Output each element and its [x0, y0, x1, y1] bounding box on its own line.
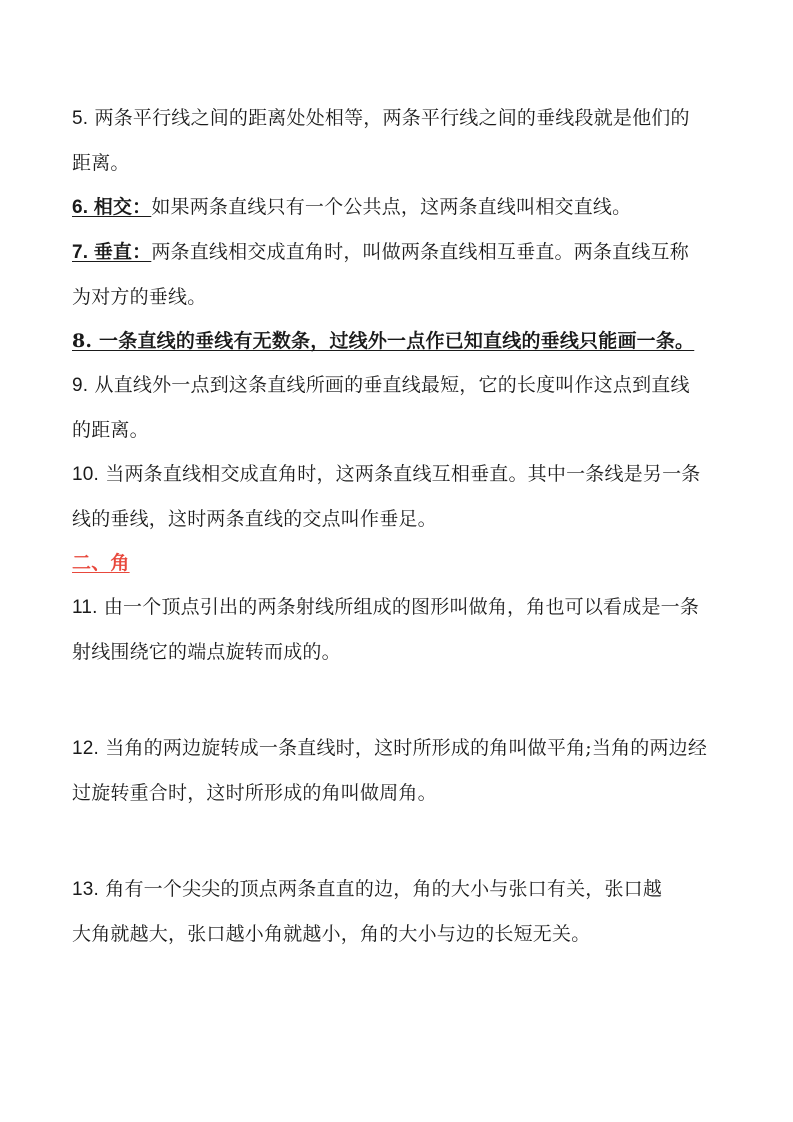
item-number: 10. [72, 464, 100, 485]
item-12-line-2: 过旋转重合时，这时所形成的角叫做周角。 [72, 782, 437, 804]
item-9-line-2: 的距离。 [72, 419, 149, 441]
paragraph-item-9 [72, 363, 722, 452]
blank-spacer [72, 815, 722, 867]
item-7-line-2: 为对方的垂线。 [72, 286, 207, 308]
item-number: 5. [72, 108, 89, 129]
item-text: 两条平行线之间的距离处处相等，两条平行线之间的垂线段就是他们的 [94, 107, 690, 129]
item-12-line-1 [72, 726, 722, 771]
item-7-line-1 [72, 230, 722, 275]
paragraph-item-7 [72, 230, 722, 319]
item-number: 13. [72, 879, 100, 900]
item-number: 9. [72, 375, 89, 396]
term-label-perpendicular: 7. 垂直： [72, 242, 152, 263]
item-text: 由一个顶点引出的两条射线所组成的图形叫做角，角也可以看成是一条 [103, 596, 700, 618]
item-8-line-1: 8. 一条直线的垂线有无数条，过线外一点作已知直线的垂线只能画一条。 [72, 330, 695, 352]
paragraph-item-10 [72, 452, 722, 541]
item-10-line-2: 线的垂线，这时两条直线的交点叫作垂足。 [72, 508, 437, 530]
item-13-line-2: 大角就越大，张口越小角就越小，角的大小与边的长短无关。 [72, 923, 591, 945]
item-9-line-1 [72, 363, 722, 408]
section-heading-text: 二、角 [72, 552, 130, 574]
item-13-line-1 [72, 867, 722, 912]
section-heading-angle [72, 541, 722, 585]
item-number: 12. [72, 738, 100, 759]
paragraph-item-8 [72, 319, 722, 363]
paragraph-item-12 [72, 726, 722, 815]
item-6-line-1 [72, 185, 722, 230]
item-11-line-1 [72, 585, 722, 630]
paragraph-item-11 [72, 585, 722, 674]
item-10-line-1 [72, 452, 722, 497]
item-text: 从直线外一点到这条直线所画的垂直线最短，它的长度叫作这点到直线 [94, 374, 690, 396]
item-5-line-2: 距离。 [72, 152, 130, 174]
item-5-line-1 [72, 96, 722, 141]
item-text: 当角的两边旋转成一条直线时，这时所形成的角叫做平角;当角的两边经 [105, 737, 708, 759]
item-text: 如果两条直线只有一个公共点，这两条直线叫相交直线。 [151, 196, 632, 218]
blank-spacer [72, 674, 722, 726]
term-label-intersect: 6. 相交： [72, 197, 152, 218]
item-11-line-2: 射线围绕它的端点旋转而成的。 [72, 641, 341, 663]
document-page [72, 96, 722, 956]
paragraph-item-6 [72, 185, 722, 230]
item-text: 两条直线相交成直角时，叫做两条直线相互垂直。两条直线互称 [151, 241, 689, 263]
item-text: 当两条直线相交成直角时，这两条直线互相垂直。其中一条线是另一条 [105, 463, 701, 485]
paragraph-item-5 [72, 96, 722, 185]
item-text: 角有一个尖尖的顶点两条直直的边，角的大小与张口有关，张口越 [105, 878, 663, 900]
paragraph-item-13 [72, 867, 722, 956]
item-number: 11. [72, 597, 98, 618]
